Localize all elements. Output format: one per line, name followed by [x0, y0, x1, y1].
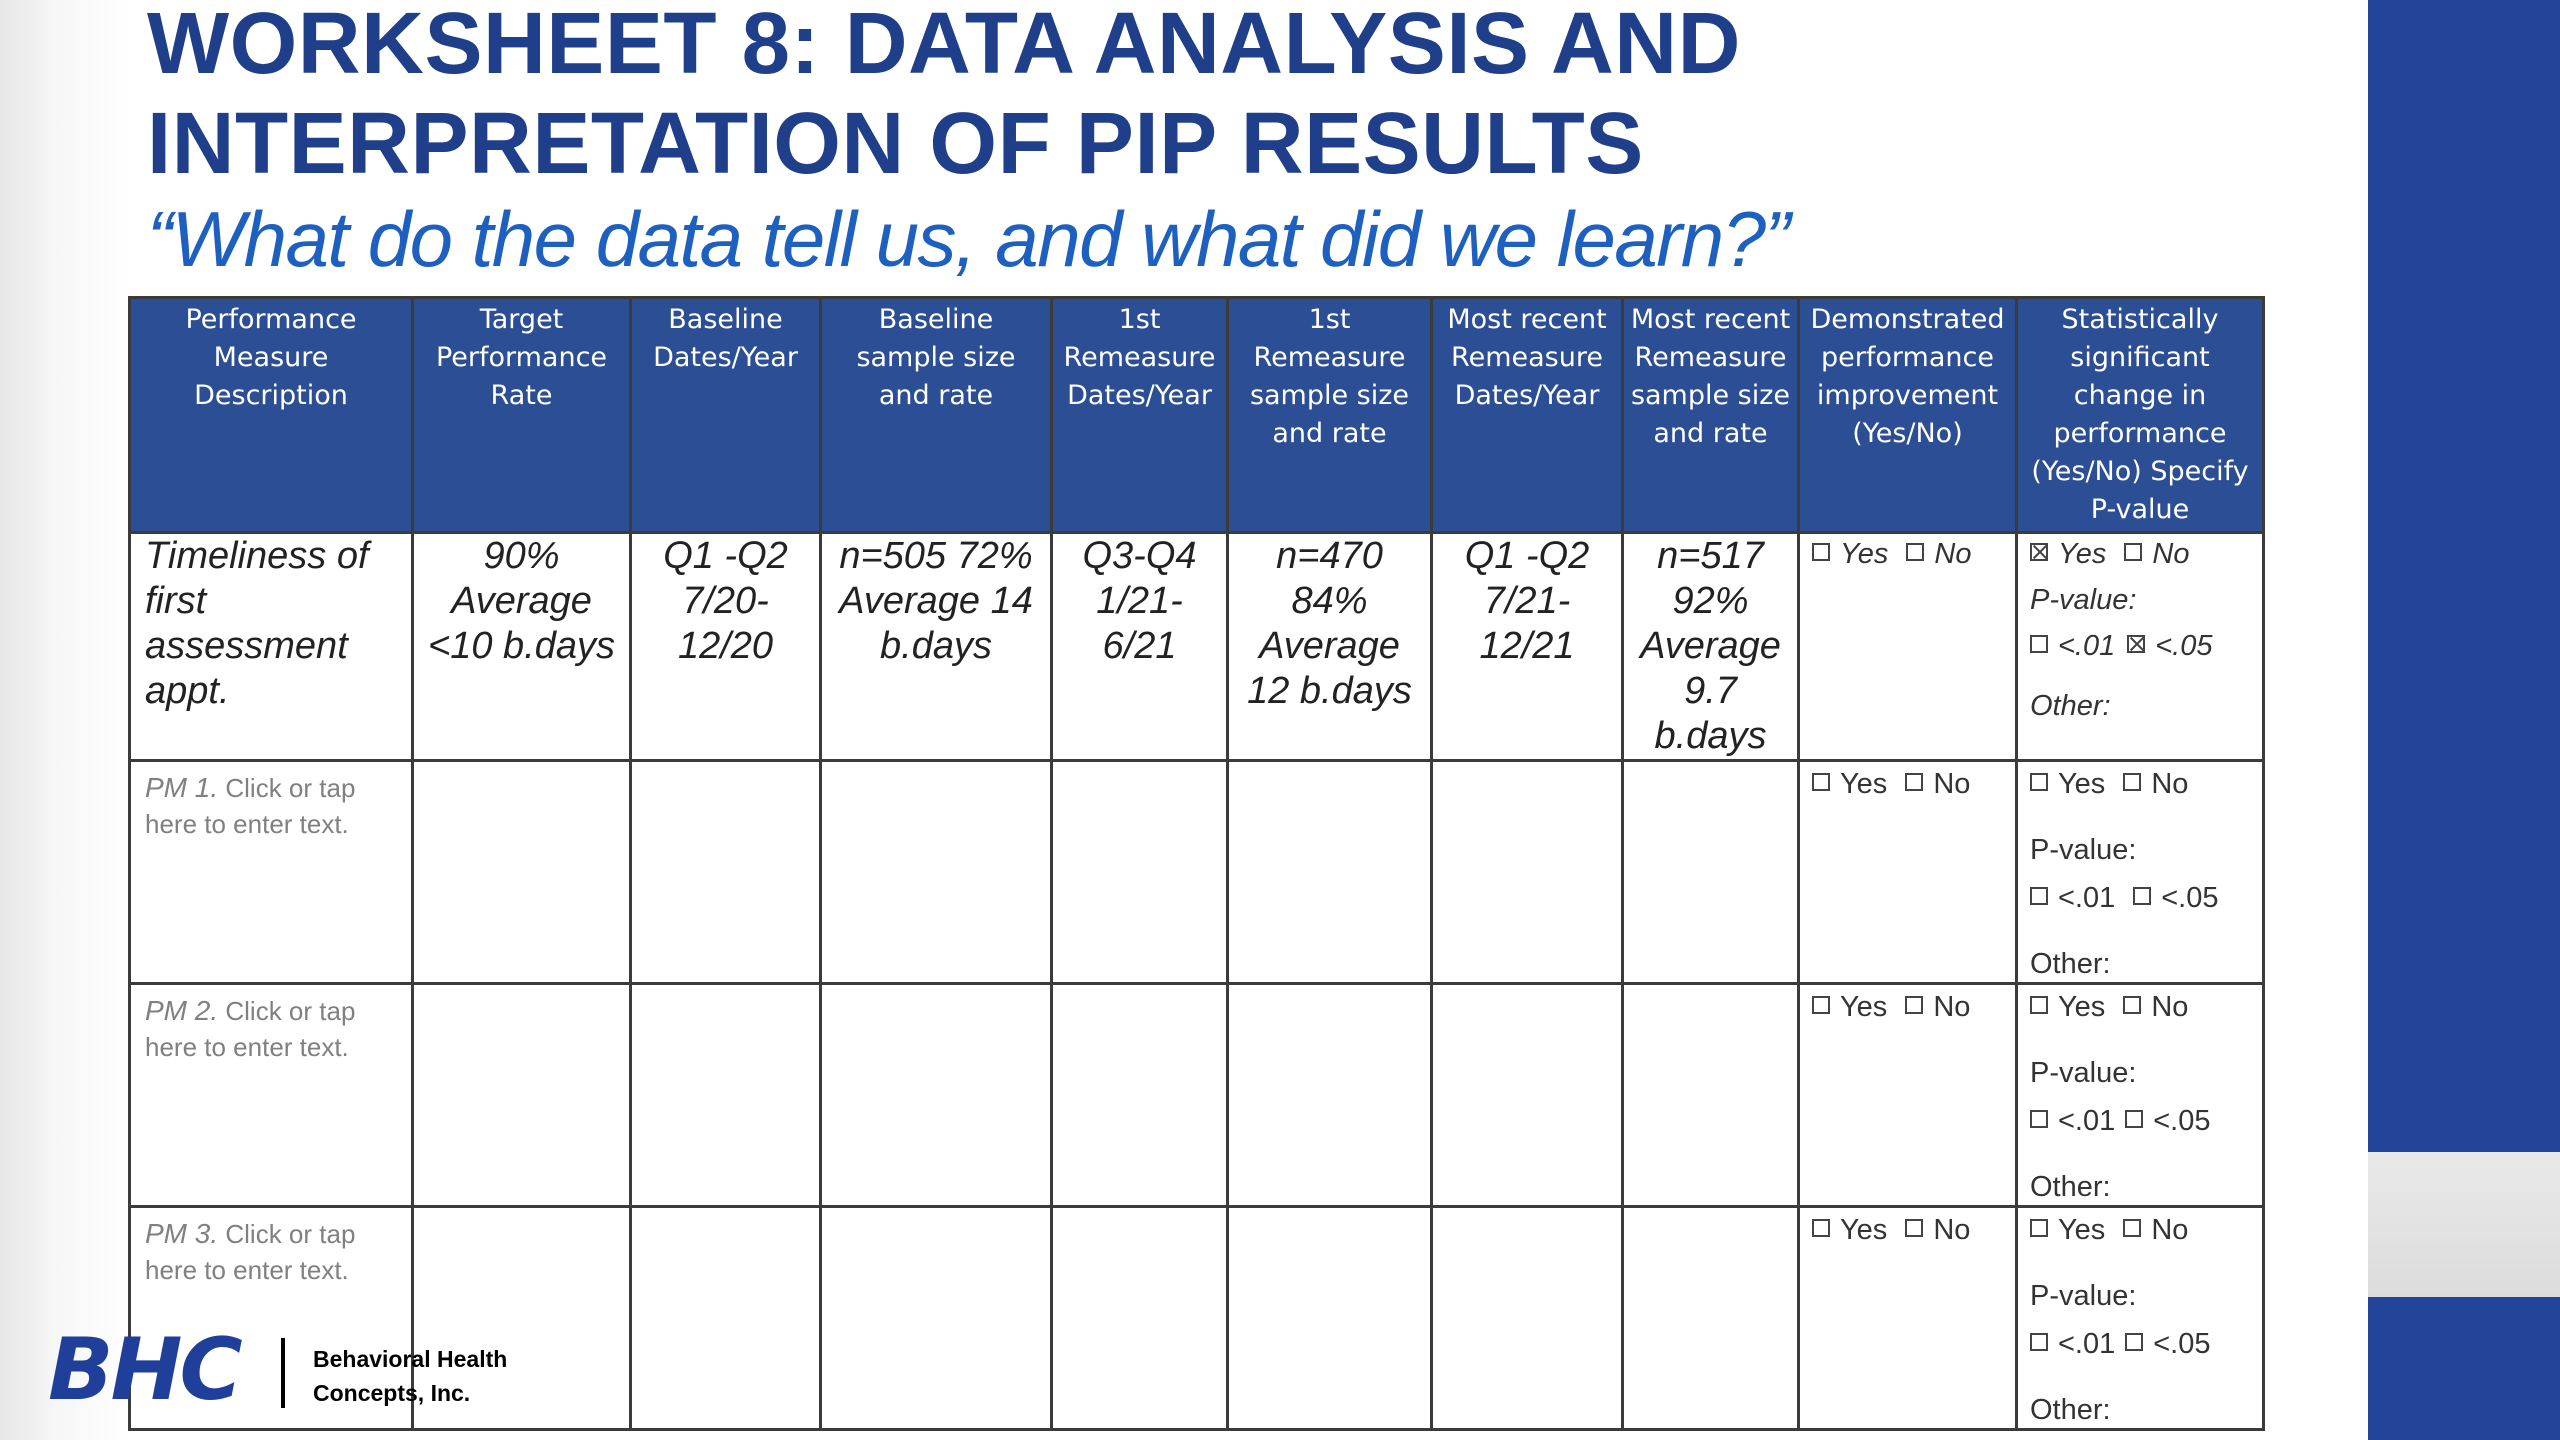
- improvement-options: [1800, 762, 2015, 802]
- no-label: No: [1933, 768, 1971, 800]
- pm2-description[interactable]: [131, 985, 411, 1065]
- improvement-yes-checkbox[interactable]: [1812, 996, 1830, 1014]
- other-label: Other:: [2030, 690, 2111, 722]
- significance-options: [2018, 985, 2262, 1025]
- p-value-label: P-value:: [2030, 584, 2137, 616]
- column-header: Performance Measure Description: [130, 298, 413, 533]
- pm2-description-cell[interactable]: [130, 984, 413, 1207]
- significance-no-checkbox[interactable]: [2123, 773, 2141, 791]
- improvement-yes-checkbox[interactable]: [1812, 1219, 1830, 1237]
- pm2-remeasure1-dates-cell[interactable]: [1052, 984, 1228, 1207]
- no-label: No: [2151, 768, 2189, 800]
- p01-label: <.01: [2058, 882, 2116, 914]
- example-remeasure1-sample-cell: [1228, 533, 1432, 761]
- title-line-2: INTERPRETATION OF PIP RESULTS: [147, 95, 1644, 192]
- significance-no-checkbox[interactable]: [2123, 1219, 2141, 1237]
- pm1-significance-cell: [2017, 761, 2264, 984]
- no-label: No: [2152, 538, 2190, 570]
- significance-no-checkbox[interactable]: [2124, 543, 2142, 561]
- page-title: [147, 0, 1741, 194]
- pm-number: PM 3.: [145, 1218, 219, 1249]
- improvement-yes-checkbox[interactable]: [1812, 773, 1830, 791]
- example-recent-sample: n=517 92% Average 9.7 b.days: [1640, 535, 1781, 757]
- left-background-shade: [0, 0, 130, 1440]
- pm3-remeasure1-sample-cell[interactable]: [1228, 1207, 1432, 1430]
- p05-label: <.05: [2161, 882, 2219, 914]
- example-target: 90% Average <10 b.days: [428, 535, 615, 667]
- example-baseline-dates-cell: [631, 533, 821, 761]
- no-label: No: [1934, 538, 1972, 570]
- logo-company-name: [313, 1342, 507, 1410]
- improvement-no-checkbox[interactable]: [1906, 543, 1924, 561]
- column-header: Most recent Remeasure Dates/Year: [1432, 298, 1623, 533]
- pm3-improvement-cell: [1799, 1207, 2017, 1430]
- example-description: Timeliness of first assessment appt.: [145, 535, 369, 712]
- example-baseline-sample: n=505 72% Average 14 b.days: [839, 535, 1033, 667]
- page-subtitle: “What do the data tell us, and what did we learn?”: [147, 195, 1789, 283]
- significance-options: [2018, 762, 2262, 802]
- improvement-yes-checkbox[interactable]: [1812, 543, 1830, 561]
- example-description-cell: [130, 533, 413, 761]
- pm-placeholder: Click or tap here to enter text.: [145, 996, 356, 1062]
- pm2-baseline-dates-cell[interactable]: [631, 984, 821, 1207]
- improvement-no-checkbox[interactable]: [1905, 996, 1923, 1014]
- pm1-recent-dates-cell[interactable]: [1432, 761, 1623, 984]
- yes-label: Yes: [1840, 538, 1889, 570]
- pm3-recent-dates-cell[interactable]: [1432, 1207, 1623, 1430]
- other-label: Other:: [2030, 948, 2111, 980]
- example-remeasure1-dates-cell: [1052, 533, 1228, 761]
- column-header: Statistically significant change in performance (Yes/No) Specify P-value: [2017, 298, 2264, 533]
- logo-divider: [281, 1338, 285, 1408]
- no-label: No: [1933, 1214, 1971, 1246]
- no-label: No: [1933, 991, 1971, 1023]
- column-header: 1st Remeasure sample size and rate: [1228, 298, 1432, 533]
- pm-number: PM 2.: [145, 995, 219, 1026]
- yes-label: Yes: [1840, 1214, 1888, 1246]
- example-recent-dates: Q1 -Q2 7/21- 12/21: [1464, 535, 1590, 667]
- title-line-1: WORKSHEET 8: DATA ANALYSIS AND: [147, 0, 1741, 92]
- worksheet-table: [128, 296, 2265, 1431]
- pm-placeholder: Click or tap here to enter text.: [145, 773, 356, 839]
- table-header-row: [130, 298, 2264, 533]
- pm3-baseline-dates-cell[interactable]: [631, 1207, 821, 1430]
- example-target-cell: [413, 533, 631, 761]
- significance-options: [2018, 1208, 2262, 1248]
- logo-name-line-2: Concepts, Inc.: [313, 1380, 471, 1406]
- pm3-description[interactable]: [131, 1208, 411, 1288]
- significance-options: [2018, 534, 2262, 572]
- p-value-label: P-value:: [2030, 834, 2137, 866]
- pm1-baseline-dates-cell[interactable]: [631, 761, 821, 984]
- p05-label: <.05: [2153, 1105, 2211, 1137]
- column-header: Most recent Remeasure sample size and rate: [1623, 298, 1799, 533]
- pm1-remeasure1-sample-cell[interactable]: [1228, 761, 1432, 984]
- significance-yes-checkbox[interactable]: [2030, 773, 2048, 791]
- p-value-options: [2018, 628, 2262, 664]
- pm3-significance-cell: [2017, 1207, 2264, 1430]
- example-remeasure1-sample: n=470 84% Average 12 b.days: [1247, 535, 1412, 712]
- p-value-options: [2018, 1326, 2262, 1362]
- no-label: No: [2151, 1214, 2189, 1246]
- p-value-options: [2018, 1103, 2262, 1139]
- p01-label: <.01: [2058, 1105, 2116, 1137]
- example-baseline-sample-cell: [821, 533, 1052, 761]
- p01-checkbox[interactable]: [2030, 887, 2048, 905]
- p05-checkbox[interactable]: [2127, 635, 2145, 653]
- pm1-description[interactable]: [131, 762, 411, 842]
- p01-label: <.01: [2058, 1328, 2116, 1360]
- other-label: Other:: [2030, 1394, 2111, 1426]
- column-header: Demonstrated performance improvement (Yes/No): [1799, 298, 2017, 533]
- example-remeasure1-dates: Q3-Q4 1/21- 6/21: [1082, 535, 1197, 667]
- example-row: [130, 533, 2264, 761]
- p01-checkbox[interactable]: [2030, 1333, 2048, 1351]
- pm1-recent-sample-cell[interactable]: [1623, 761, 1799, 984]
- pm2-baseline-sample-cell[interactable]: [821, 984, 1052, 1207]
- yes-label: Yes: [1840, 991, 1888, 1023]
- column-header: Target Performance Rate: [413, 298, 631, 533]
- p05-checkbox[interactable]: [2133, 887, 2151, 905]
- p05-checkbox[interactable]: [2125, 1110, 2143, 1128]
- pm2-remeasure1-sample-cell[interactable]: [1228, 984, 1432, 1207]
- bhc-logo-mark: BHC: [48, 1320, 240, 1420]
- p-value-label: P-value:: [2030, 1280, 2137, 1312]
- other-label: Other:: [2030, 1171, 2111, 1203]
- example-significance-cell: [2017, 533, 2264, 761]
- p01-label: <.01: [2058, 630, 2116, 662]
- yes-label: Yes: [1840, 768, 1888, 800]
- pm2-significance-cell: [2017, 984, 2264, 1207]
- yes-label: Yes: [2058, 538, 2107, 570]
- significance-no-checkbox[interactable]: [2123, 996, 2141, 1014]
- example-recent-dates-cell: [1432, 533, 1623, 761]
- improvement-no-checkbox[interactable]: [1905, 1219, 1923, 1237]
- column-header: 1st Remeasure Dates/Year: [1052, 298, 1228, 533]
- pm2-improvement-cell: [1799, 984, 2017, 1207]
- improvement-options: [1800, 1208, 2015, 1248]
- pm2-target-cell[interactable]: [413, 984, 631, 1207]
- improvement-options: [1800, 534, 2015, 572]
- p01-checkbox[interactable]: [2030, 1110, 2048, 1128]
- column-header: Baseline Dates/Year: [631, 298, 821, 533]
- significance-yes-checkbox[interactable]: [2030, 1219, 2048, 1237]
- pm1-baseline-sample-cell[interactable]: [821, 761, 1052, 984]
- p-value-options: [2018, 880, 2262, 916]
- logo-name-line-1: Behavioral Health: [313, 1346, 508, 1372]
- pm-placeholder: Click or tap here to enter text.: [145, 1219, 356, 1285]
- table-row: [130, 984, 2264, 1207]
- pm1-remeasure1-dates-cell[interactable]: [1052, 761, 1228, 984]
- p05-label: <.05: [2155, 630, 2213, 662]
- table-row: [130, 761, 2264, 984]
- p05-checkbox[interactable]: [2125, 1333, 2143, 1351]
- pm3-remeasure1-dates-cell[interactable]: [1052, 1207, 1228, 1430]
- no-label: No: [2151, 991, 2189, 1023]
- pm-number: PM 1.: [145, 772, 219, 803]
- right-accent-bar-gap: [2368, 1152, 2560, 1297]
- significance-yes-checkbox[interactable]: [2030, 996, 2048, 1014]
- significance-yes-checkbox[interactable]: [2030, 543, 2048, 561]
- pm1-improvement-cell: [1799, 761, 2017, 984]
- pm1-target-cell[interactable]: [413, 761, 631, 984]
- pm2-recent-dates-cell[interactable]: [1432, 984, 1623, 1207]
- example-recent-sample-cell: [1623, 533, 1799, 761]
- column-header: Baseline sample size and rate: [821, 298, 1052, 533]
- improvement-no-checkbox[interactable]: [1905, 773, 1923, 791]
- yes-label: Yes: [2058, 991, 2106, 1023]
- improvement-options: [1800, 985, 2015, 1025]
- bhc-logo: [48, 1320, 528, 1420]
- p01-checkbox[interactable]: [2030, 635, 2048, 653]
- example-baseline-dates: Q1 -Q2 7/20- 12/20: [663, 535, 788, 667]
- p-value-label: P-value:: [2030, 1057, 2137, 1089]
- example-improvement-cell: [1799, 533, 2017, 761]
- pm3-baseline-sample-cell[interactable]: [821, 1207, 1052, 1430]
- pm3-recent-sample-cell[interactable]: [1623, 1207, 1799, 1430]
- yes-label: Yes: [2058, 768, 2106, 800]
- pm1-description-cell[interactable]: [130, 761, 413, 984]
- p05-label: <.05: [2153, 1328, 2211, 1360]
- yes-label: Yes: [2058, 1214, 2106, 1246]
- pm2-recent-sample-cell[interactable]: [1623, 984, 1799, 1207]
